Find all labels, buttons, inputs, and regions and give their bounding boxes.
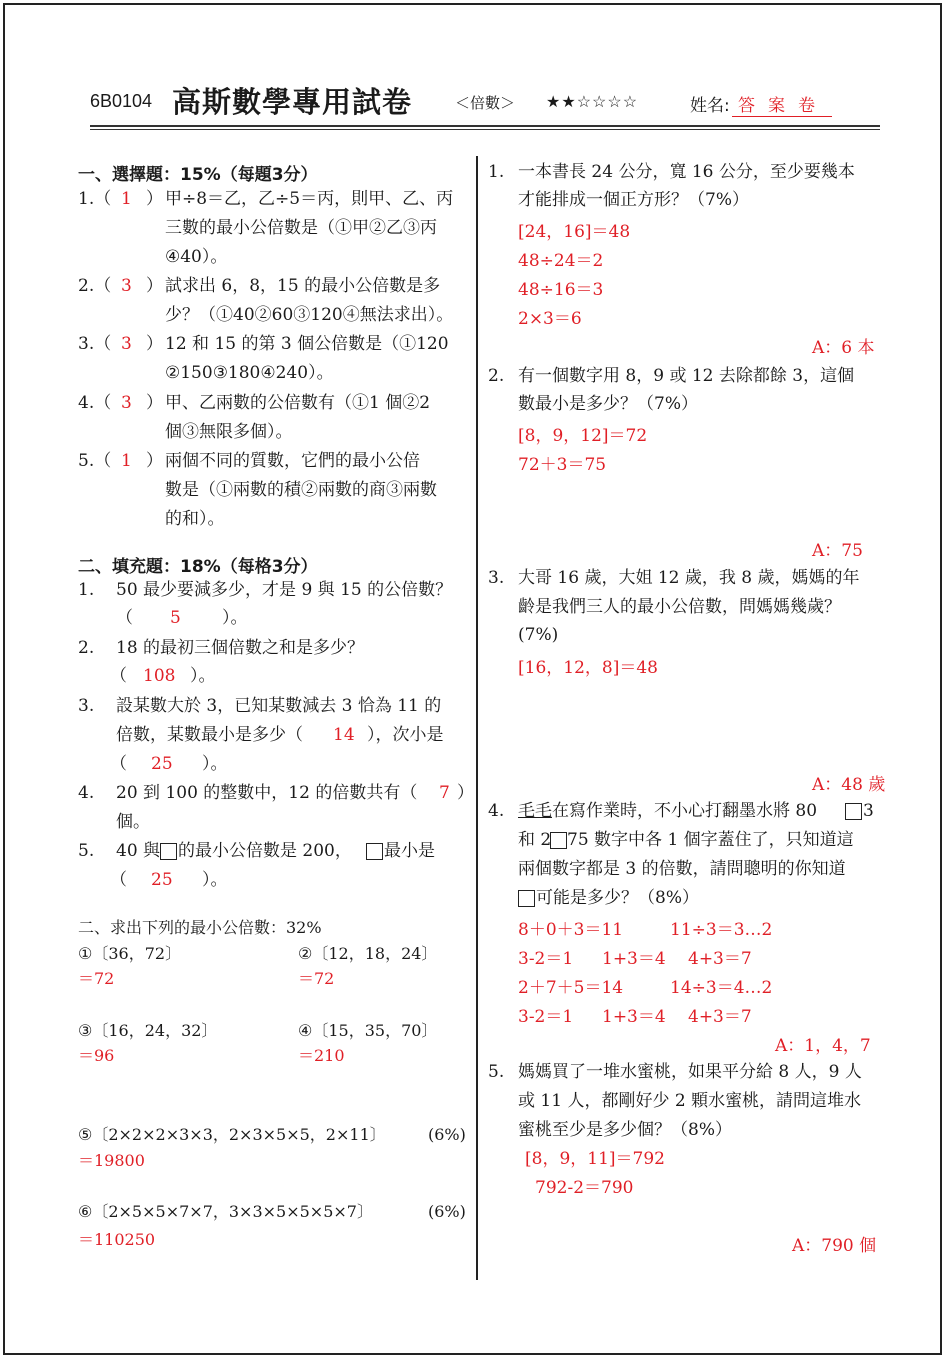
character-name: 毛毛 [518, 801, 552, 821]
exam-title: 高斯數學專用試卷 [172, 85, 413, 119]
final-answer: A：6 本 [812, 338, 875, 358]
answer: ＝72 [298, 969, 335, 988]
answer: 1 [121, 189, 132, 209]
covered-digit-box [845, 803, 862, 820]
answer: 3 [121, 334, 132, 354]
answer: 108 [143, 666, 176, 686]
section-title-lcm: 二、求出下列的最小公倍數：32% [78, 918, 322, 937]
covered-digit-box [550, 832, 567, 849]
exam-code: 6B0104 [90, 91, 153, 111]
column-divider [476, 156, 478, 1280]
blank-box [160, 843, 177, 860]
answer: 3 [121, 393, 132, 413]
final-answer: A：48 歲 [812, 775, 886, 795]
section-title-choice: 一、選擇題：15%（每題3分） [78, 165, 318, 185]
blank-box [366, 843, 383, 860]
answer: 25 [151, 754, 173, 774]
answer: 1 [121, 451, 132, 471]
answer: 25 [151, 870, 173, 890]
header-rule-top [90, 125, 880, 127]
answer: ＝19800 [78, 1151, 145, 1170]
final-answer: A：790 個 [792, 1236, 877, 1256]
answer: ＝72 [78, 969, 115, 988]
percent: (6%) [428, 1125, 466, 1144]
answer: 5 [170, 608, 181, 628]
header-rule-bottom [90, 129, 880, 130]
exam-topic: ＜倍數＞ [455, 94, 516, 112]
answer: 3 [121, 276, 132, 296]
percent: (6%) [428, 1202, 466, 1221]
name-value: 答案卷 [732, 91, 832, 117]
covered-digit-box [518, 890, 535, 907]
difficulty-stars: ★★☆☆☆☆ [546, 92, 639, 111]
final-answer: A：75 [812, 541, 863, 561]
section-title-fill: 二、填充題：18%（每格3分） [78, 557, 318, 577]
name-label: 姓名: [690, 96, 730, 116]
answer: ＝210 [298, 1046, 345, 1065]
answer: 14 [333, 725, 355, 745]
answer: ＝96 [78, 1046, 115, 1065]
final-answer: A：1，4，7 [775, 1036, 871, 1056]
answer: 7 [439, 783, 450, 803]
answer: ＝110250 [78, 1230, 156, 1249]
